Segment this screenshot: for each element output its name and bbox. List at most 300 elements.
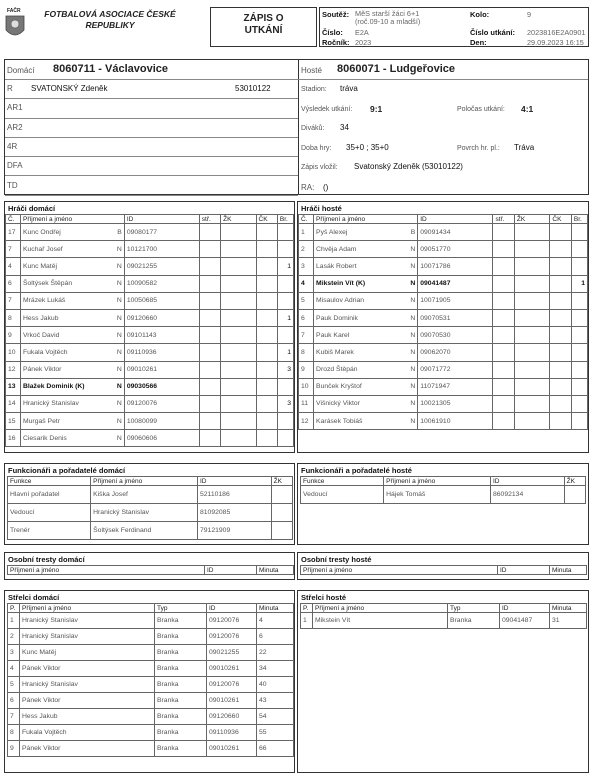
scorer-order: 6 — [8, 693, 20, 709]
functionary-yellow — [271, 486, 292, 504]
player-sub — [493, 413, 514, 430]
functionary-row — [301, 486, 586, 504]
player-yellow — [514, 413, 549, 430]
player-yellow — [221, 413, 256, 430]
scorer-name: Hranický Stanislav — [20, 677, 155, 693]
player-number: 8 — [6, 309, 21, 326]
player-red — [256, 430, 277, 447]
home-functionaries-table — [7, 476, 293, 540]
column-header: Typ — [448, 604, 500, 613]
scorer-id: 09021255 — [207, 645, 257, 661]
player-sub — [199, 378, 220, 395]
column-header: ČK — [256, 215, 277, 224]
official-row — [5, 177, 298, 196]
player-row — [299, 378, 588, 395]
player-sub — [199, 430, 220, 447]
player-id: 09010261 — [124, 361, 199, 378]
final-score: 9:1 — [370, 104, 383, 114]
column-header: Minuta — [550, 604, 587, 613]
functionary-yellow — [564, 486, 585, 504]
column-header: Br. — [571, 215, 587, 224]
player-goals: 1 — [277, 258, 293, 275]
player-number: 6 — [6, 275, 21, 292]
scorer-row — [301, 613, 587, 629]
player-red — [550, 258, 571, 275]
functionary-name: Hranický Stanislav — [91, 504, 198, 522]
home-penalties-section: Osobní tresty domácí Příjmení a jméno ID Minuta — [4, 552, 295, 580]
player-sub — [493, 395, 514, 412]
player-number: 8 — [299, 344, 314, 361]
player-red — [550, 344, 571, 361]
player-sub — [199, 361, 220, 378]
player-red — [256, 224, 277, 241]
scorer-type: Branka — [155, 693, 207, 709]
column-header: ŽK — [221, 215, 256, 224]
official-role: TD — [7, 180, 18, 190]
player-sub — [199, 292, 220, 309]
player-goals — [571, 241, 587, 258]
functionary-role: Hlavní pořadatel — [8, 486, 91, 504]
scorer-row — [8, 725, 294, 741]
player-row — [299, 413, 588, 430]
away-functionaries-table — [300, 476, 586, 504]
scorer-order: 3 — [8, 645, 20, 661]
functionary-role: Vedoucí — [8, 504, 91, 522]
player-id: 09101143 — [124, 327, 199, 344]
player-name: Drozd Štěpán N — [314, 361, 418, 378]
scorer-row — [8, 645, 294, 661]
functionary-role: Vedoucí — [301, 486, 384, 504]
table-header — [8, 604, 294, 613]
column-header: ID — [491, 477, 565, 486]
player-goals — [277, 275, 293, 292]
column-header: ID — [207, 604, 257, 613]
column-header: Příjmení a jméno — [314, 215, 418, 224]
player-yellow — [221, 395, 256, 412]
player-id: 09070531 — [418, 309, 493, 326]
player-goals — [571, 395, 587, 412]
scorer-order: 2 — [8, 629, 20, 645]
player-name: Karásek Tobiáš N — [314, 413, 418, 430]
player-id: 09120076 — [124, 395, 199, 412]
official-row — [5, 80, 298, 99]
player-yellow — [514, 275, 549, 292]
player-id: 09060606 — [124, 430, 199, 447]
player-name: Vrkoč David N — [20, 327, 124, 344]
player-row — [6, 241, 294, 258]
player-id: 10071905 — [418, 292, 493, 309]
player-yellow — [221, 327, 256, 344]
player-row — [299, 327, 588, 344]
away-penalties-section: Osobní tresty hosté Příjmení a jméno ID Minuta — [297, 552, 589, 580]
player-sub — [493, 361, 514, 378]
player-id: 09091434 — [418, 224, 493, 241]
competition: MěS starší žáci 6+1 (roč.09-10 a mladší) — [355, 9, 421, 26]
player-goals — [571, 224, 587, 241]
player-red — [256, 241, 277, 258]
column-header: Příjmení a jméno — [91, 477, 198, 486]
player-goals — [277, 241, 293, 258]
column-header: Příjmení a jméno — [20, 604, 155, 613]
player-yellow — [514, 241, 549, 258]
player-number: 13 — [6, 378, 21, 395]
column-header: Funkce — [8, 477, 91, 486]
player-number: 17 — [6, 224, 21, 241]
player-name: Misaulov Adrian N — [314, 292, 418, 309]
scorer-type: Branka — [155, 709, 207, 725]
player-number: 10 — [299, 378, 314, 395]
player-id: 10090582 — [124, 275, 199, 292]
player-goals — [277, 430, 293, 447]
player-name: Hess Jakub N — [20, 309, 124, 326]
player-sub — [199, 275, 220, 292]
season: 2023 — [355, 38, 372, 47]
player-yellow — [221, 258, 256, 275]
player-yellow — [221, 361, 256, 378]
scorer-row — [8, 693, 294, 709]
player-name: Hranický Stanislav N — [20, 395, 124, 412]
player-red — [550, 395, 571, 412]
player-number: 2 — [299, 241, 314, 258]
scorer-row — [8, 709, 294, 725]
scorer-order: 4 — [8, 661, 20, 677]
player-goals — [571, 344, 587, 361]
scorer-type: Branka — [155, 661, 207, 677]
match-info: Soutěž: MěS starší žáci 6+1 (roč.09-10 a mladší) Číslo: E2A Ročník: 2023 Kolo: 9 Číslo utkání: 2023816E2A0901 Den: 29.09.2023 16:15 — [319, 7, 589, 47]
column-header: ID — [205, 566, 257, 575]
scorer-name: Mikstein Vít — [313, 613, 448, 629]
player-row — [6, 292, 294, 309]
player-goals — [277, 413, 293, 430]
functionary-id: 52110186 — [198, 486, 272, 504]
player-red — [256, 309, 277, 326]
scorer-type: Branka — [155, 613, 207, 629]
player-row — [6, 344, 294, 361]
column-header: Minuta — [257, 604, 294, 613]
home-penalties-table — [7, 565, 294, 575]
official-role: R — [7, 84, 13, 93]
player-row — [299, 224, 588, 241]
scorer-minute: 4 — [257, 613, 294, 629]
player-red — [550, 378, 571, 395]
scorer-id: 09010261 — [207, 741, 257, 757]
player-yellow — [221, 241, 256, 258]
column-header: ŽK — [514, 215, 549, 224]
official-row — [5, 157, 298, 176]
player-yellow — [514, 378, 549, 395]
functionary-name: Kiška Josef — [91, 486, 198, 504]
away-functionaries-section: Funkcionáři a pořadatelé hosté Funkce Příjmení a jméno ID ŽK Vedoucí Hájek Tomáš 86092134 — [297, 463, 589, 545]
player-sub — [199, 413, 220, 430]
player-red — [256, 395, 277, 412]
official-role: AR1 — [7, 103, 23, 113]
player-row — [299, 361, 588, 378]
round: 9 — [527, 10, 532, 19]
functionary-row — [8, 522, 293, 540]
player-sub — [493, 275, 514, 292]
functionary-role: Trenér — [8, 522, 91, 540]
player-goals — [571, 327, 587, 344]
functionary-name: Šoltýsek Ferdinand — [91, 522, 198, 540]
functionary-id: 79121909 — [198, 522, 272, 540]
player-goals — [571, 413, 587, 430]
player-red — [550, 361, 571, 378]
player-sub — [199, 344, 220, 361]
column-header: P. — [8, 604, 20, 613]
column-header: P. — [301, 604, 313, 613]
scorer-row — [8, 741, 294, 757]
player-row — [6, 413, 294, 430]
home-scorers-section: Střelci domácí P. Příjmení a jméno Typ ID Minuta 1 Hranický Stanislav Branka 09120076 4 2 Hranický Stanislav Branka 09120076 6 3 Kunc Matěj Branka 09021255 22 4 Pánek Viktor Branka 09010261 34 5 Hranický Stanislav Branka 09120076 40 6 Pánek Viktor Branka 09010261 43 7 Hess Jakub Branka 09120660 54 8 Fukala Vojtěch Branka 09110936 55 9 Pánek Viktor Branka 09010261 66 — [4, 590, 295, 773]
player-yellow — [221, 344, 256, 361]
player-sub — [199, 241, 220, 258]
column-header: ČK — [550, 215, 571, 224]
home-functionaries-section: Funkcionáři a pořadatelé domácí Funkce Příjmení a jméno ID ŽK Hlavní pořadatel Kiška Josef 52110186 Vedoucí Hranický Stanislav 81092085 Trenér Šoltýsek Ferdinand 79121909 — [4, 463, 295, 545]
scorer-name: Pánek Viktor — [20, 693, 155, 709]
player-yellow — [514, 258, 549, 275]
player-red — [550, 327, 571, 344]
player-yellow — [221, 378, 256, 395]
association-name: FOTBALOVÁ ASOCIACE ČESKÉ REPUBLIKY — [44, 9, 176, 30]
scorer-order: 7 — [8, 709, 20, 725]
player-yellow — [221, 275, 256, 292]
official-role: AR2 — [7, 122, 23, 132]
scorer-order: 9 — [8, 741, 20, 757]
player-id: 10080099 — [124, 413, 199, 430]
player-number: 7 — [6, 241, 21, 258]
player-goals — [277, 327, 293, 344]
player-name: Ciesarik Denis N — [20, 430, 124, 447]
home-players-table — [5, 214, 294, 447]
player-id: 10121700 — [124, 241, 199, 258]
playing-time: 35+0 ; 35+0 — [346, 143, 389, 152]
column-header: stř. — [493, 215, 514, 224]
player-id: 10021305 — [418, 395, 493, 412]
player-red — [550, 309, 571, 326]
scorer-id: 09010261 — [207, 661, 257, 677]
player-id: 09070530 — [418, 327, 493, 344]
scorer-id: 09010261 — [207, 693, 257, 709]
player-id: 09021255 — [124, 258, 199, 275]
column-header: ŽK — [564, 477, 585, 486]
ra-value: () — [323, 183, 329, 192]
player-number: 1 — [299, 224, 314, 241]
home-players-section: Hráči domácí Č. Příjmení a jméno ID stř. ŽK ČK Br. 17 Kunc Ondřej B 09080177 7 Kuchař Josef N 10121700 4 Kunc Matěj N 09021255 1 6 Šoltýsek Štěpán N 10090582 7 Mrázek Lukáš N 10050685 8 Hess Jakub N 09120660 1 9 Vrkoč David N 09101143 10 Fukala Vojtěch N 09110936 1 12 Pánek Viktor N 09010261 3 13 Blažek Dominik (K) N 09030566 14 Hranický Stanislav N 09120076 3 15 Murgaš Petr N 10080099 16 Ciesarik Denis N 09060606 — [4, 201, 295, 453]
teams-block: Domácí 8060711 - Václavovice Hosté 8060071 - Ludgeřovice R SVATONSKÝ Zdeněk 53010122 AR1 AR2 4R DFA TD Stadion: tráva Výsledek utkání: 9:1 Poločas utkání: 4:1 Diváků: 34 Doba hry: 35+0 ; 35+0 Povrch hr. pl.: Tráva Zápis vložil: Svatonský Zdeněk (53010122) RA: () — [4, 59, 589, 195]
player-red — [256, 344, 277, 361]
match-number: 2023816E2A0901 — [527, 28, 586, 37]
scorer-name: Kunc Matěj — [20, 645, 155, 661]
column-header: ID — [198, 477, 272, 486]
scorer-type: Branka — [155, 741, 207, 757]
column-header: Funkce — [301, 477, 384, 486]
column-header: Č. — [6, 215, 21, 224]
player-row — [299, 344, 588, 361]
scorer-type: Branka — [155, 677, 207, 693]
player-red — [550, 292, 571, 309]
column-header: ID — [498, 566, 550, 575]
player-number: 7 — [6, 292, 21, 309]
column-header: Příjmení a jméno — [313, 604, 448, 613]
official-row — [5, 119, 298, 138]
player-goals: 3 — [277, 361, 293, 378]
functionary-name: Hájek Tomáš — [384, 486, 491, 504]
scorer-name: Hranický Stanislav — [20, 629, 155, 645]
player-red — [256, 292, 277, 309]
facr-logo — [4, 8, 26, 42]
player-name: Kunc Ondřej B — [20, 224, 124, 241]
scorer-row — [8, 677, 294, 693]
player-id: 09030566 — [124, 378, 199, 395]
player-goals — [571, 292, 587, 309]
column-header: Br. — [277, 215, 293, 224]
player-red — [550, 224, 571, 241]
player-yellow — [514, 395, 549, 412]
player-goals — [277, 224, 293, 241]
player-number: 3 — [299, 258, 314, 275]
official-name: SVATONSKÝ Zdeněk — [31, 84, 108, 93]
player-name: Pauk Dominik N — [314, 309, 418, 326]
table-header — [8, 477, 293, 486]
player-name: Šoltýsek Štěpán N — [20, 275, 124, 292]
scorer-minute: 40 — [257, 677, 294, 693]
player-name: Pyš Alexej B — [314, 224, 418, 241]
player-yellow — [221, 309, 256, 326]
player-row — [6, 395, 294, 412]
player-number: 11 — [299, 395, 314, 412]
player-row — [299, 258, 588, 275]
player-name: Blažek Dominik (K) N — [20, 378, 124, 395]
player-yellow — [514, 327, 549, 344]
functionary-row — [8, 504, 293, 522]
player-row — [299, 395, 588, 412]
player-id: 10061910 — [418, 413, 493, 430]
player-id: 11071947 — [418, 378, 493, 395]
player-goals: 1 — [277, 309, 293, 326]
player-sub — [493, 241, 514, 258]
table-header — [6, 215, 294, 224]
player-number: 12 — [299, 413, 314, 430]
column-header: Příjmení a jméno — [20, 215, 124, 224]
player-goals — [571, 361, 587, 378]
scorer-type: Branka — [155, 725, 207, 741]
player-name: Kubiš Marek N — [314, 344, 418, 361]
functionary-row — [8, 486, 293, 504]
player-name: Kuchař Josef N — [20, 241, 124, 258]
player-number: 4 — [299, 275, 314, 292]
column-header: Příjmení a jméno — [8, 566, 205, 575]
player-sub — [493, 344, 514, 361]
scorer-id: 09120076 — [207, 677, 257, 693]
player-number: 16 — [6, 430, 21, 447]
player-id: 10050685 — [124, 292, 199, 309]
column-header: Příjmení a jméno — [301, 566, 498, 575]
player-red — [256, 258, 277, 275]
column-header: Č. — [299, 215, 314, 224]
player-sub — [199, 309, 220, 326]
scorer-id: 09120076 — [207, 613, 257, 629]
player-row — [299, 241, 588, 258]
table-header — [301, 566, 587, 575]
player-name: Lasák Robert N — [314, 258, 418, 275]
column-header: ID — [418, 215, 493, 224]
official-role: DFA — [7, 161, 23, 171]
player-number: 9 — [299, 361, 314, 378]
player-name: Fukala Vojtěch N — [20, 344, 124, 361]
player-row — [299, 309, 588, 326]
official-id: 53010122 — [235, 84, 271, 93]
player-name: Murgaš Petr N — [20, 413, 124, 430]
player-name: Pauk Karel N — [314, 327, 418, 344]
away-players-table — [298, 214, 588, 430]
home-scorers-table — [7, 603, 294, 757]
player-red — [256, 275, 277, 292]
player-row — [299, 292, 588, 309]
away-scorers-table — [300, 603, 587, 629]
player-number: 14 — [6, 395, 21, 412]
player-yellow — [514, 344, 549, 361]
scorer-id: 09120076 — [207, 629, 257, 645]
functionary-id: 86092134 — [491, 486, 565, 504]
player-name: Bunček Kryštof N — [314, 378, 418, 395]
player-red — [550, 413, 571, 430]
player-name: Chvěja Adam N — [314, 241, 418, 258]
player-row — [6, 224, 294, 241]
player-yellow — [514, 361, 549, 378]
player-row — [6, 378, 294, 395]
player-red — [550, 241, 571, 258]
player-name: Kunc Matěj N — [20, 258, 124, 275]
scorer-minute: 34 — [257, 661, 294, 677]
scorer-name: Hranický Stanislav — [20, 613, 155, 629]
column-header: Typ — [155, 604, 207, 613]
logo-text: FAČR — [7, 8, 21, 14]
player-id: 09080177 — [124, 224, 199, 241]
scorer-type: Branka — [155, 645, 207, 661]
player-sub — [199, 258, 220, 275]
player-sub — [493, 378, 514, 395]
player-row — [6, 430, 294, 447]
column-header: ŽK — [271, 477, 292, 486]
player-yellow — [221, 430, 256, 447]
scorer-order: 5 — [8, 677, 20, 693]
player-goals: 1 — [571, 275, 587, 292]
player-red — [256, 327, 277, 344]
table-header — [301, 604, 587, 613]
player-goals: 3 — [277, 395, 293, 412]
away-penalties-table — [300, 565, 587, 575]
player-goals: 1 — [277, 344, 293, 361]
player-red — [256, 361, 277, 378]
player-row — [6, 275, 294, 292]
player-number: 15 — [6, 413, 21, 430]
scorer-minute: 54 — [257, 709, 294, 725]
scorer-order: 1 — [301, 613, 313, 629]
player-goals — [277, 292, 293, 309]
attendance: 34 — [340, 123, 349, 132]
player-sub — [199, 395, 220, 412]
functionary-yellow — [271, 504, 292, 522]
scorer-id: 09110936 — [207, 725, 257, 741]
entered-by: Svatonský Zdeněk (53010122) — [354, 162, 463, 171]
scorer-id: 09120660 — [207, 709, 257, 725]
player-id: 09120660 — [124, 309, 199, 326]
away-players-section: Hráči hosté Č. Příjmení a jméno ID stř. ŽK ČK Br. 1 Pyš Alexej B 09091434 2 Chvěja Adam N 09051770 3 Lasák Robert N 10071786 4 Mikstein Vít (K) N 09041487 1 5 Misaulov Adrian N 10071905 6 Pauk Dominik N 09070531 7 Pauk Karel N 09070530 8 Kubiš Marek N 09062070 9 Drozd Štěpán N 09071772 10 Bunček Kryštof N 11071947 11 Višnický Viktor N 10021305 12 Karásek Tobiáš N 10061910 — [297, 201, 589, 453]
scorer-name: Hess Jakub — [20, 709, 155, 725]
player-id: 09041487 — [418, 275, 493, 292]
scorer-name: Fukala Vojtěch — [20, 725, 155, 741]
player-row — [6, 361, 294, 378]
